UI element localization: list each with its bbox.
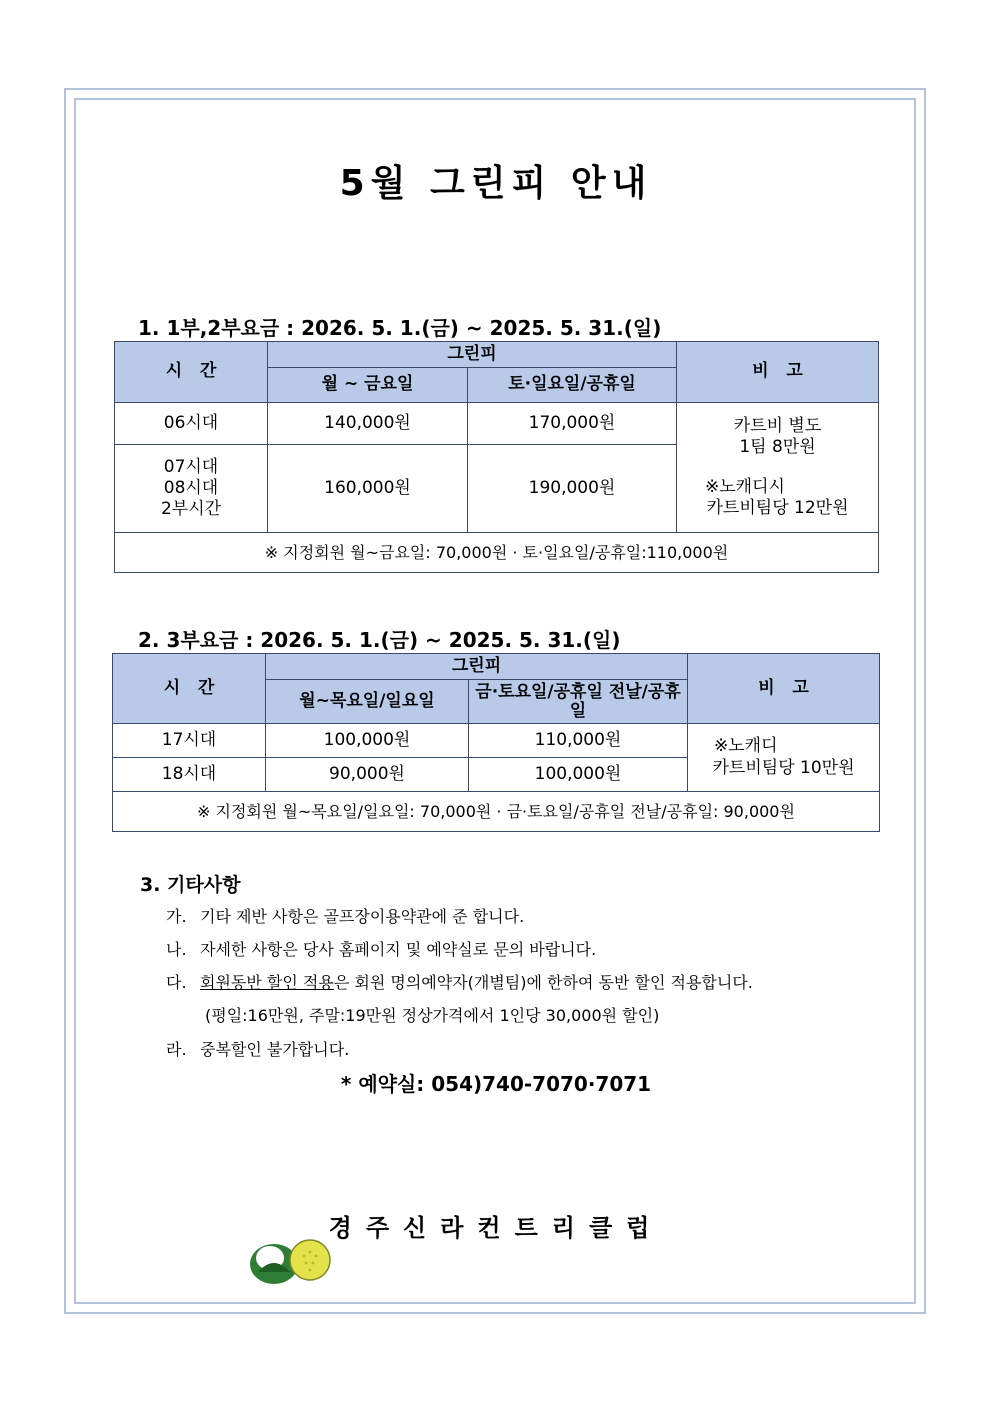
section2-row2-time: 18시대 (113, 758, 266, 792)
section2-footer: ※ 지정회원 월~목요일/일요일: 70,000원 · 금·토요일/공휴일 전날/공휴일: 90,000원 (113, 792, 880, 832)
section1-row1-weekend: 170,000원 (468, 403, 677, 445)
item-marker: 가. (166, 907, 187, 926)
section1-row2-weekend: 190,000원 (468, 445, 677, 533)
page-title: 5월 그린피 안내 (339, 163, 653, 204)
section2-row1-time: 17시대 (113, 724, 266, 758)
section1-row1-time: 06시대 (115, 403, 268, 445)
section1-head-greenfee: 그린피 (268, 342, 677, 368)
section1-fee-table (114, 341, 879, 573)
section1-head-note: 비 고 (677, 342, 879, 403)
item-marker: 나. (166, 940, 187, 959)
list-item (166, 970, 753, 993)
list-item (166, 937, 596, 960)
section1-note-c: ※노캐디시 (705, 476, 785, 497)
section2-row2-col2: 100,000원 (469, 758, 688, 792)
section1-head-weekday: 월 ~ 금요일 (268, 368, 468, 403)
section2-head-col2: 금·토요일/공휴일 전날/공휴일 (469, 680, 688, 724)
table-row (113, 724, 880, 758)
section1-note-a: 카트비 별도 (733, 416, 822, 436)
section2-heading: 2. 3부요금 : 2026. 5. 1.(금) ~ 2025. 5. 31.(일) (138, 628, 621, 652)
section1-note-d: 카트비팀당 12만원 (706, 497, 849, 518)
section1-row2-time (115, 445, 268, 533)
item-text: 은 회원 명의예약자(개별팀)에 한하여 동반 할인 적용합니다. (333, 973, 753, 992)
section2-head-greenfee: 그린피 (266, 654, 688, 680)
section3-heading: 3. 기타사항 (140, 874, 241, 896)
section1-note-cell (677, 403, 879, 533)
section1-head-weekend: 토·일요일/공휴일 (468, 368, 677, 403)
section1-heading: 1. 1부,2부요금 : 2026. 5. 1.(금) ~ 2025. 5. 31.(일) (138, 316, 662, 340)
section1-head-time: 시 간 (115, 342, 268, 403)
list-item (166, 1037, 349, 1060)
table-row (115, 403, 879, 445)
section1-footer: ※ 지정회원 월~금요일: 70,000원 · 토·일요일/공휴일:110,000원 (115, 533, 879, 573)
section2-fee-table (112, 653, 880, 832)
section1-row2-time-c: 2부시간 (160, 499, 222, 520)
list-item (166, 904, 524, 927)
club-name: 경주신라컨트리클럽 (328, 1214, 664, 1242)
section2-row2-col1: 90,000원 (266, 758, 469, 792)
contact-line: * 예약실: 054)740-7070·7071 (340, 1072, 652, 1096)
section1-row2-time-a: 07시대 (163, 456, 219, 477)
section2-head-col1: 월~목요일/일요일 (266, 680, 469, 724)
section2-head-time: 시 간 (113, 654, 266, 724)
section1-row2-time-b: 08시대 (163, 477, 219, 498)
item-text: 중복할인 불가합니다. (200, 1040, 350, 1059)
item-marker: 라. (166, 1040, 187, 1059)
section1-row2-weekday: 160,000원 (268, 445, 468, 533)
section2-note-b: 카트비팀당 10만원 (712, 757, 855, 778)
item-text-underlined: 회원동반 할인 적용 (200, 973, 334, 992)
section2-note-a: ※노캐디 (714, 736, 778, 757)
item-text: 기타 제반 사항은 골프장이용약관에 준 합니다. (200, 907, 525, 926)
item-text: 자세한 사항은 당사 홈페이지 및 예약실로 문의 바랍니다. (200, 940, 597, 959)
golf-club-logo-icon (240, 1228, 336, 1288)
section1-row1-weekday: 140,000원 (268, 403, 468, 445)
section2-note-cell (688, 724, 880, 792)
item-marker: 다. (166, 973, 187, 992)
item-subline: (평일:16만원, 주말:19만원 정상가격에서 1인당 30,000원 할인) (205, 1006, 660, 1025)
section1-note-b: 1팀 8만원 (739, 437, 816, 458)
section2-row1-col2: 110,000원 (469, 724, 688, 758)
section2-row1-col1: 100,000원 (266, 724, 469, 758)
section2-head-note: 비 고 (688, 654, 880, 724)
